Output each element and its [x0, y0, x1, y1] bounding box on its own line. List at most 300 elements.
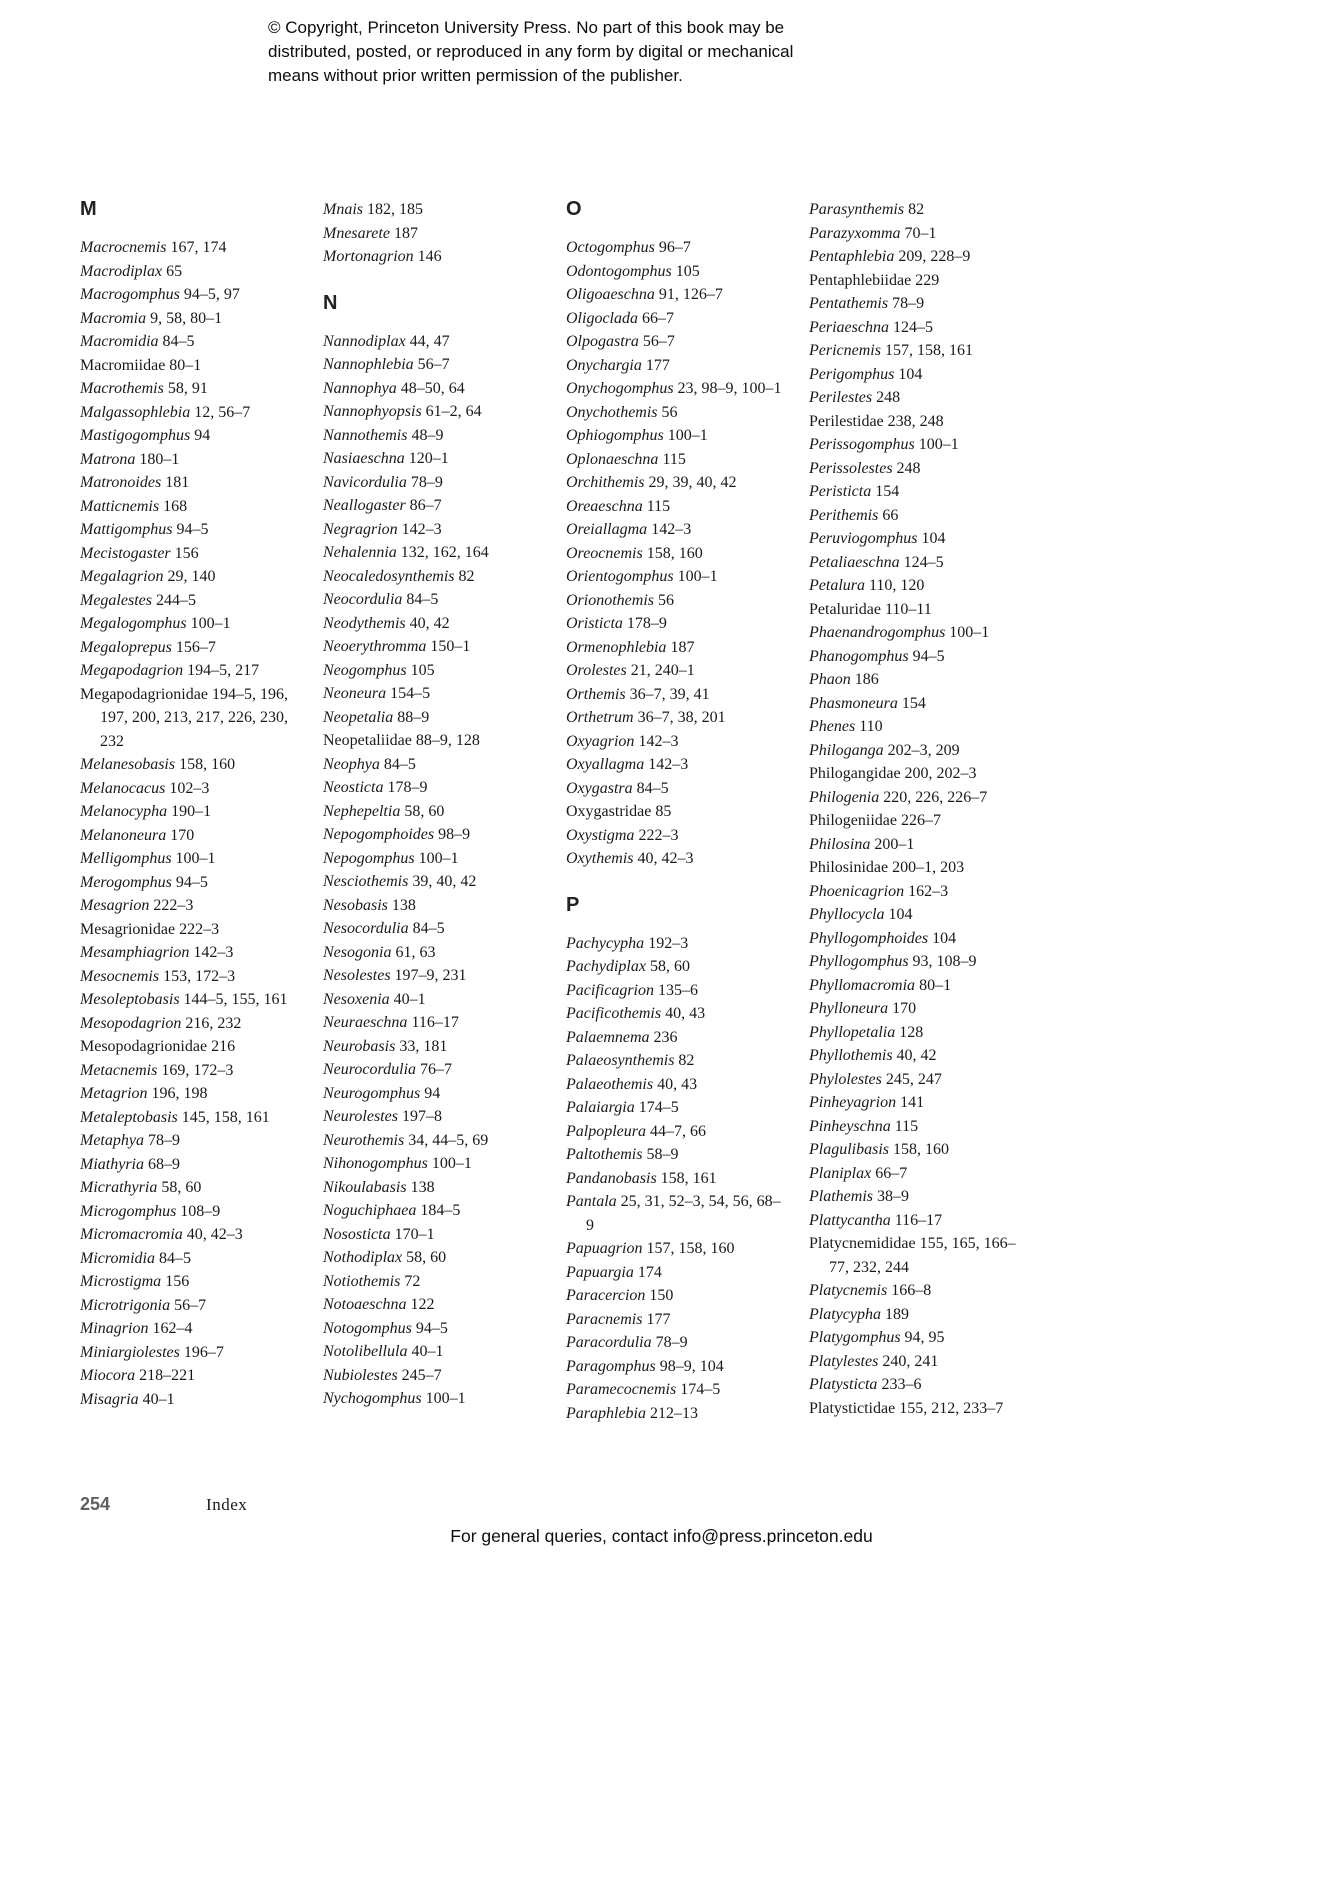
entry-pages: 84–5 — [154, 1249, 191, 1267]
entry-name: Mnesarete — [323, 224, 390, 242]
index-entry — [323, 588, 544, 612]
index-entry — [809, 856, 1030, 880]
entry-name: Phaon — [809, 671, 851, 688]
entry-name: Macrothemis — [80, 380, 164, 397]
entry-pages: 33, 181 — [395, 1037, 448, 1055]
entry-pages: 100–1 — [414, 849, 459, 867]
entry-pages: 162–3 — [904, 882, 949, 900]
entry-name: Orionothemis — [566, 591, 654, 609]
index-entry — [80, 1294, 301, 1318]
index-entry — [80, 1223, 301, 1247]
entry-pages: 248 — [872, 389, 901, 406]
entry-name: Neocaledosynthemis — [323, 567, 455, 585]
entry-name: Metagrion — [80, 1085, 148, 1102]
entry-name: Nychogomphus — [323, 1390, 422, 1407]
entry-name: Orolestes — [566, 662, 627, 679]
index-entry — [809, 292, 1030, 316]
entry-pages: 158, 160 — [642, 544, 703, 562]
entry-name: Nikoulabasis — [323, 1178, 407, 1196]
entry-pages: 115 — [890, 1117, 919, 1135]
entry-pages: 104 — [894, 365, 923, 383]
entry-pages: 218–221 — [135, 1367, 196, 1384]
index-entry — [80, 1388, 301, 1412]
entry-name: Philosinidae — [809, 859, 889, 876]
entry-pages: 194–5, 217 — [183, 662, 260, 679]
entry-pages: 146 — [413, 248, 442, 265]
entry-pages: 58, 60 — [402, 1249, 447, 1266]
entry-name: Neogomphus — [323, 661, 407, 679]
index-entry — [323, 494, 544, 518]
entry-name: Neosticta — [323, 779, 384, 796]
entry-name: Phenes — [809, 718, 856, 735]
entry-name: Platylestes — [809, 1352, 879, 1370]
index-entry — [323, 471, 544, 495]
entry-name: Philogangidae — [809, 765, 901, 782]
index-entry — [80, 354, 301, 378]
index-entry — [566, 283, 787, 307]
entry-pages: 76–7 — [416, 1061, 453, 1078]
entry-name: Nasiaeschna — [323, 450, 405, 467]
entry-name: Mesamphiagrion — [80, 944, 190, 961]
index-entry — [80, 377, 301, 401]
entry-pages: 222–3 — [175, 920, 220, 938]
index-entry — [809, 504, 1030, 528]
entry-pages: 156 — [170, 544, 199, 562]
index-entry — [80, 260, 301, 284]
entry-pages: 142–3 — [189, 944, 234, 961]
index-entry — [809, 1185, 1030, 1209]
entry-name: Mesopodagrionidae — [80, 1038, 208, 1055]
index-entry — [566, 800, 787, 824]
index-entry — [809, 809, 1030, 833]
index-entry — [566, 471, 787, 495]
index-entry — [809, 386, 1030, 410]
entry-name: Melanesobasis — [80, 756, 176, 773]
entry-pages: 233–6 — [877, 1376, 922, 1393]
page-number: 254 — [80, 1494, 111, 1514]
entry-name: Noguchiphaea — [323, 1202, 417, 1219]
index-entry — [323, 1176, 544, 1200]
index-entry — [323, 823, 544, 847]
letter-heading-n: N — [323, 291, 339, 314]
entry-pages: 226–7 — [896, 812, 941, 829]
index-entry — [566, 1167, 787, 1191]
index-entry — [809, 480, 1030, 504]
entry-pages: 86–7 — [405, 497, 442, 514]
index-entry — [566, 236, 787, 260]
entry-pages: 178–9 — [622, 615, 667, 632]
index-entry — [323, 1270, 544, 1294]
index-entry — [80, 777, 301, 801]
entry-name: Phylolestes — [809, 1070, 882, 1088]
index-entry — [566, 589, 787, 613]
entry-name: Oligoaeschna — [566, 286, 655, 303]
index-entry — [323, 400, 544, 424]
entry-pages: 68–9 — [144, 1155, 180, 1173]
index-entry — [566, 1402, 787, 1426]
entry-name: Petaluridae — [809, 600, 881, 618]
entry-pages: 94 — [190, 427, 211, 444]
index-entry — [566, 636, 787, 660]
index-column-1 — [80, 198, 301, 1425]
entry-pages: 154–5 — [386, 685, 431, 702]
entry-name: Petaliaeschna — [809, 553, 900, 571]
entry-pages: 104 — [928, 929, 957, 947]
entry-pages: 66–7 — [871, 1164, 908, 1182]
entry-name: Phaenandrogomphus — [809, 624, 946, 641]
entry-pages: 58–9 — [642, 1146, 679, 1163]
entry-name: Pachycypha — [566, 934, 645, 952]
entry-name: Mesagrionidae — [80, 920, 176, 938]
entry-name: Palaemnema — [566, 1028, 650, 1046]
entry-name: Megaloprepus — [80, 638, 172, 656]
entry-name: Neocordulia — [323, 591, 403, 608]
entry-name: Nannodiplax — [323, 332, 406, 350]
entry-pages: 100–1 — [945, 624, 990, 641]
index-entry — [323, 1152, 544, 1176]
entry-name: Phylloneura — [809, 1000, 889, 1017]
index-entry — [566, 706, 787, 730]
index-entry — [323, 1293, 544, 1317]
index-entry — [323, 330, 544, 354]
index-entry — [80, 1129, 301, 1153]
entry-name: Palpopleura — [566, 1122, 646, 1140]
entry-name: Oxyagrion — [566, 732, 635, 750]
entry-pages: 194–5, 196, 197, 200, 213, 217, 226, 230, 232 — [100, 685, 288, 750]
entry-name: Pentathemis — [809, 295, 889, 312]
entry-name: Neallogaster — [323, 497, 406, 514]
entry-pages: 94–5 — [908, 647, 945, 665]
entry-pages: 84–5 — [402, 591, 439, 608]
index-entry — [566, 448, 787, 472]
entry-name: Paragomphus — [566, 1357, 656, 1375]
entry-name: Mesocnemis — [80, 967, 160, 985]
entry-pages: 105 — [671, 262, 700, 280]
copyright-notice — [268, 16, 793, 88]
entry-name: Megapodagrionidae — [80, 685, 208, 703]
entry-name: Perigomphus — [809, 365, 895, 383]
index-entry — [80, 424, 301, 448]
entry-pages: 138 — [387, 896, 416, 914]
entry-pages: 229 — [911, 271, 940, 289]
entry-pages: 153, 172–3 — [159, 967, 236, 985]
index-entry — [80, 941, 301, 965]
entry-pages: 100–1 — [171, 850, 216, 867]
entry-name: Neodythemis — [323, 614, 406, 632]
index-entry — [323, 1387, 544, 1411]
index-entry — [809, 668, 1030, 692]
index-entry — [809, 950, 1030, 974]
index-entry — [809, 739, 1030, 763]
index-entry — [566, 1331, 787, 1355]
entry-name: Nesocordulia — [323, 920, 409, 937]
entry-pages: 155, 212, 233–7 — [895, 1399, 1004, 1417]
entry-pages: 44, 47 — [405, 332, 450, 350]
entry-pages: 34, 44–5, 69 — [404, 1131, 489, 1149]
entry-pages: 145, 158, 161 — [177, 1108, 270, 1126]
entry-pages: 170 — [888, 1000, 917, 1017]
index-entry — [323, 541, 544, 565]
index-entry — [809, 927, 1030, 951]
entry-name: Paracnemis — [566, 1310, 643, 1328]
entry-pages: 154 — [871, 483, 900, 500]
index-column-2 — [323, 198, 544, 1425]
index-entry — [80, 236, 301, 260]
entry-pages: 85 — [651, 803, 672, 820]
entry-pages: 158, 160 — [889, 1141, 950, 1158]
entry-name: Oxyallagma — [566, 756, 645, 773]
entry-name: Orthemis — [566, 685, 626, 703]
entry-pages: 100–1 — [914, 436, 959, 453]
index-entry — [323, 612, 544, 636]
index-entry — [809, 316, 1030, 340]
entry-name: Megalestes — [80, 591, 152, 609]
entry-pages: 186 — [850, 671, 879, 688]
entry-name: Palaeothemis — [566, 1075, 654, 1093]
entry-name: Neurolestes — [323, 1108, 398, 1125]
entry-name: Mecistogaster — [80, 544, 171, 562]
index-entry — [566, 847, 787, 871]
entry-pages: 38–9 — [873, 1188, 909, 1205]
entry-name: Pachydiplax — [566, 958, 646, 975]
entry-pages: 40, 42 — [405, 614, 450, 632]
entry-name: Nesoxenia — [323, 990, 390, 1008]
entry-pages: 124–5 — [899, 553, 944, 571]
index-entry — [323, 870, 544, 894]
entry-name: Macrogomphus — [80, 286, 180, 303]
index-entry — [80, 307, 301, 331]
index-entry — [323, 447, 544, 471]
entry-pages: 138 — [406, 1178, 435, 1196]
entry-name: Microgomphus — [80, 1202, 177, 1220]
index-entry — [566, 1355, 787, 1379]
entry-pages: 98–9, 104 — [655, 1357, 724, 1375]
entry-pages: 93, 108–9 — [908, 953, 977, 970]
index-entry — [809, 997, 1030, 1021]
index-entry — [566, 354, 787, 378]
entry-name: Paltothemis — [566, 1146, 643, 1163]
entry-pages: 56 — [657, 403, 678, 421]
entry-name: Nihonogomphus — [323, 1155, 428, 1172]
entry-pages: 104 — [884, 906, 913, 923]
entry-name: Perissogomphus — [809, 436, 915, 453]
entry-name: Palaeosynthemis — [566, 1052, 675, 1069]
index-entry — [80, 1200, 301, 1224]
entry-name: Nannophya — [323, 379, 397, 397]
entry-name: Nubiolestes — [323, 1366, 398, 1384]
index-entry — [566, 824, 787, 848]
entry-name: Paraphlebia — [566, 1404, 646, 1422]
entry-name: Oristicta — [566, 615, 623, 632]
entry-pages: 98–9 — [434, 826, 471, 843]
index-entry — [323, 753, 544, 777]
entry-pages: 244–5 — [151, 591, 196, 609]
letter-heading-p: P — [566, 893, 581, 916]
index-entry — [809, 786, 1030, 810]
entry-pages: 187 — [389, 224, 418, 242]
entry-name: Ormenophlebia — [566, 638, 667, 656]
entry-name: Orthetrum — [566, 709, 634, 726]
entry-pages: 56–7 — [170, 1296, 207, 1314]
index-entry — [323, 800, 544, 824]
entry-name: Petalura — [809, 577, 865, 594]
entry-pages: 84–5 — [158, 333, 195, 350]
entry-name: Nepogomphoides — [323, 826, 435, 843]
entry-pages: 66 — [878, 506, 899, 524]
entry-name: Pantala — [566, 1193, 617, 1210]
index-entry — [566, 1261, 787, 1285]
index-entry — [323, 1105, 544, 1129]
index-entry — [80, 1035, 301, 1059]
index-entry — [809, 1021, 1030, 1045]
entry-pages: 40, 42 — [892, 1047, 937, 1064]
index-entry — [809, 762, 1030, 786]
entry-name: Oxystigma — [566, 826, 635, 844]
entry-name: Miocora — [80, 1367, 136, 1384]
index-entry — [809, 1326, 1030, 1350]
index-entry — [566, 777, 787, 801]
entry-pages: 156–7 — [171, 638, 216, 656]
index-entry — [809, 1303, 1030, 1327]
entry-name: Philosina — [809, 835, 871, 853]
entry-name: Octogomphus — [566, 239, 655, 256]
index-entry — [809, 198, 1030, 222]
entry-name: Pinheyagrion — [809, 1094, 897, 1111]
entry-pages: 80–1 — [915, 976, 952, 994]
entry-pages: 236 — [649, 1028, 678, 1046]
entry-pages: 154 — [897, 694, 926, 712]
entry-name: Pentaphlebia — [809, 248, 895, 265]
entry-name: Macrodiplax — [80, 262, 163, 280]
index-entry — [80, 495, 301, 519]
entry-name: Micrathyria — [80, 1179, 158, 1196]
entry-name: Nososticta — [323, 1225, 391, 1243]
entry-pages: 144–5, 155, 161 — [179, 991, 288, 1008]
entry-name: Neurobasis — [323, 1037, 396, 1055]
entry-name: Nesogonia — [323, 943, 392, 961]
entry-name: Neopetaliidae — [323, 732, 412, 749]
index-entry — [323, 1035, 544, 1059]
entry-name: Neurothemis — [323, 1131, 405, 1149]
entry-pages: 104 — [917, 530, 946, 547]
entry-name: Mortonagrion — [323, 248, 414, 265]
entry-pages: 40, 43 — [661, 1005, 706, 1022]
entry-pages: 78–9 — [406, 473, 443, 491]
entry-name: Miathyria — [80, 1155, 144, 1173]
entry-pages: 82 — [904, 201, 925, 218]
entry-pages: 167, 174 — [166, 239, 227, 256]
entry-pages: 84–5 — [379, 755, 416, 773]
entry-name: Nesolestes — [323, 967, 391, 984]
entry-name: Philogeniidae — [809, 812, 897, 829]
entry-name: Mnais — [323, 201, 363, 218]
index-entry — [323, 1364, 544, 1388]
entry-name: Onychargia — [566, 356, 642, 374]
letter-heading-m: M — [80, 198, 98, 220]
index-entry — [80, 800, 301, 824]
entry-name: Oreocnemis — [566, 544, 643, 562]
index-entry — [566, 330, 787, 354]
entry-pages: 156 — [161, 1273, 190, 1290]
entry-pages: 196–7 — [179, 1343, 224, 1361]
entry-pages: 181 — [161, 474, 190, 491]
index-entry — [809, 245, 1030, 269]
entry-pages: 155, 165, 166–77, 232, 244 — [829, 1235, 1016, 1276]
index-entry — [80, 1153, 301, 1177]
entry-pages: 168 — [159, 497, 188, 515]
entry-pages: 40–1 — [138, 1390, 175, 1408]
entry-pages: 88–9 — [393, 708, 430, 726]
index-entry — [566, 495, 787, 519]
entry-pages: 84–5 — [408, 920, 445, 937]
index-entry — [566, 753, 787, 777]
index-entry — [566, 1049, 787, 1073]
entry-pages: 82 — [674, 1052, 695, 1069]
entry-pages: 102–3 — [165, 779, 210, 797]
entry-name: Navicordulia — [323, 473, 407, 491]
entry-name: Malgassophlebia — [80, 403, 191, 421]
index-entry — [80, 871, 301, 895]
index-entry — [80, 401, 301, 425]
index-entry — [80, 542, 301, 566]
entry-pages: 189 — [880, 1305, 909, 1323]
entry-pages: 174 — [633, 1263, 662, 1281]
entry-pages: 220, 226, 226–7 — [879, 788, 988, 806]
letter-heading-o: O — [566, 198, 583, 220]
entry-pages: 78–9 — [888, 295, 925, 312]
entry-name: Oxygastra — [566, 779, 633, 797]
entry-name: Orchithemis — [566, 474, 645, 491]
index-entry — [809, 645, 1030, 669]
index-entry — [80, 965, 301, 989]
index-entry — [80, 1364, 301, 1388]
entry-pages: 94–5 — [171, 873, 208, 891]
entry-pages: 248 — [892, 459, 921, 477]
entry-name: Platygomphus — [809, 1329, 901, 1346]
index-entry — [323, 353, 544, 377]
index-entry — [80, 824, 301, 848]
entry-name: Periaeschna — [809, 318, 889, 336]
entry-name: Nephepeltia — [323, 802, 401, 820]
entry-name: Metaleptobasis — [80, 1108, 178, 1126]
entry-name: Mesoleptobasis — [80, 991, 180, 1008]
entry-name: Phyllomacromia — [809, 976, 916, 994]
index-column-3 — [566, 198, 787, 1425]
section-label: Index — [206, 1495, 248, 1514]
entry-pages: 105 — [406, 661, 435, 679]
entry-name: Phyllogomphoides — [809, 929, 929, 947]
index-entry — [80, 894, 301, 918]
entry-name: Paramecocnemis — [566, 1381, 677, 1398]
index-entry — [809, 715, 1030, 739]
entry-name: Neurocordulia — [323, 1061, 417, 1078]
index-entry — [566, 377, 787, 401]
entry-name: Oligoclada — [566, 309, 638, 327]
entry-pages: 192–3 — [644, 934, 689, 952]
index-entry — [566, 518, 787, 542]
index-entry — [80, 330, 301, 354]
entry-name: Phasmoneura — [809, 694, 898, 712]
entry-pages: 82 — [454, 567, 475, 585]
index-entry — [809, 551, 1030, 575]
entry-name: Neoerythromma — [323, 638, 427, 655]
index-entry — [323, 964, 544, 988]
index-entry — [80, 565, 301, 589]
index-entry — [80, 847, 301, 871]
entry-pages: 212–13 — [646, 1404, 698, 1422]
index-entry — [80, 1270, 301, 1294]
entry-pages: 100–1 — [421, 1390, 466, 1407]
